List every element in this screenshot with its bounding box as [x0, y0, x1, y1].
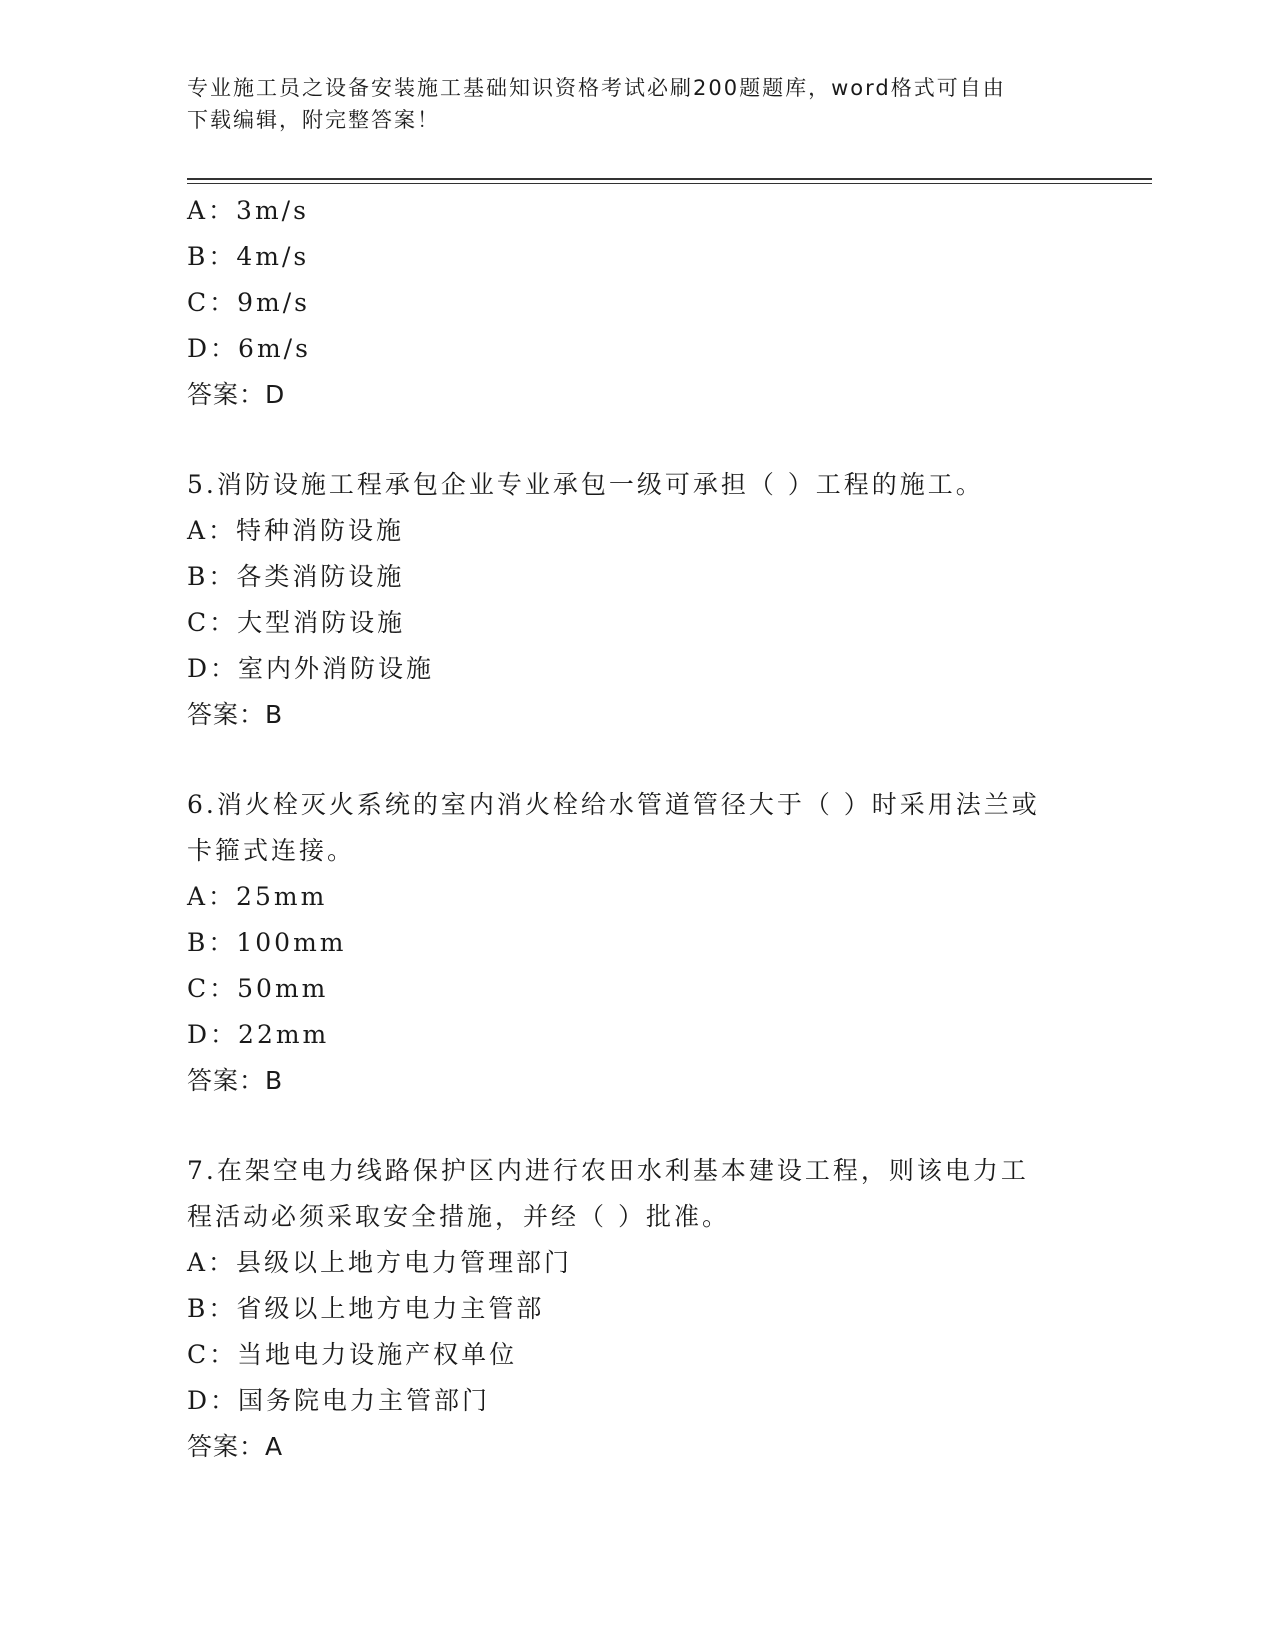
option-c: C：大型消防设施: [187, 608, 406, 637]
option-b: B：4m/s: [187, 242, 310, 271]
answer-line: 答案：B: [187, 700, 284, 729]
question-4: [187, 188, 1087, 418]
question-stem: 6.消火栓灭火系统的室内消火栓给水管道管径大于（ ）时采用法兰或: [187, 790, 1040, 819]
question-stem: 5.消防设施工程承包企业专业承包一级可承担（ ）工程的施工。: [187, 470, 984, 499]
header-divider-thin: [187, 183, 1152, 184]
option-a: A：25mm: [187, 882, 328, 911]
answer-line: 答案：D: [187, 380, 286, 409]
question-7: [187, 1148, 1087, 1470]
option-d: D：室内外消防设施: [187, 654, 435, 683]
question-stem-continued: 卡箍式连接。: [187, 836, 356, 865]
option-b: B：100mm: [187, 928, 347, 957]
option-a: A：特种消防设施: [187, 516, 405, 545]
question-stem-continued: 程活动必须采取安全措施，并经（ ）批准。: [187, 1202, 730, 1231]
option-d: D：22mm: [187, 1020, 330, 1049]
document-header: [187, 72, 1067, 136]
option-c: C：9m/s: [187, 288, 310, 317]
question-list: [187, 188, 1087, 1470]
header-line-1: 专业施工员之设备安装施工基础知识资格考试必刷200题题库，word格式可自由: [187, 76, 1006, 100]
answer-line: 答案：B: [187, 1066, 284, 1095]
header-divider-thick: [187, 178, 1152, 180]
question-5: [187, 462, 1087, 738]
question-6: [187, 782, 1087, 1104]
option-c: C：50mm: [187, 974, 329, 1003]
option-c: C：当地电力设施产权单位: [187, 1340, 518, 1369]
option-b: B：省级以上地方电力主管部: [187, 1294, 545, 1323]
option-d: D：国务院电力主管部门: [187, 1386, 491, 1415]
option-b: B：各类消防设施: [187, 562, 405, 591]
option-a: A：3m/s: [187, 196, 309, 225]
option-a: A：县级以上地方电力管理部门: [187, 1248, 573, 1277]
question-stem: 7.在架空电力线路保护区内进行农田水利基本建设工程，则该电力工: [187, 1156, 1029, 1185]
header-line-2: 下载编辑，附完整答案！: [187, 108, 440, 132]
option-d: D：6m/s: [187, 334, 311, 363]
answer-line: 答案：A: [187, 1432, 284, 1461]
